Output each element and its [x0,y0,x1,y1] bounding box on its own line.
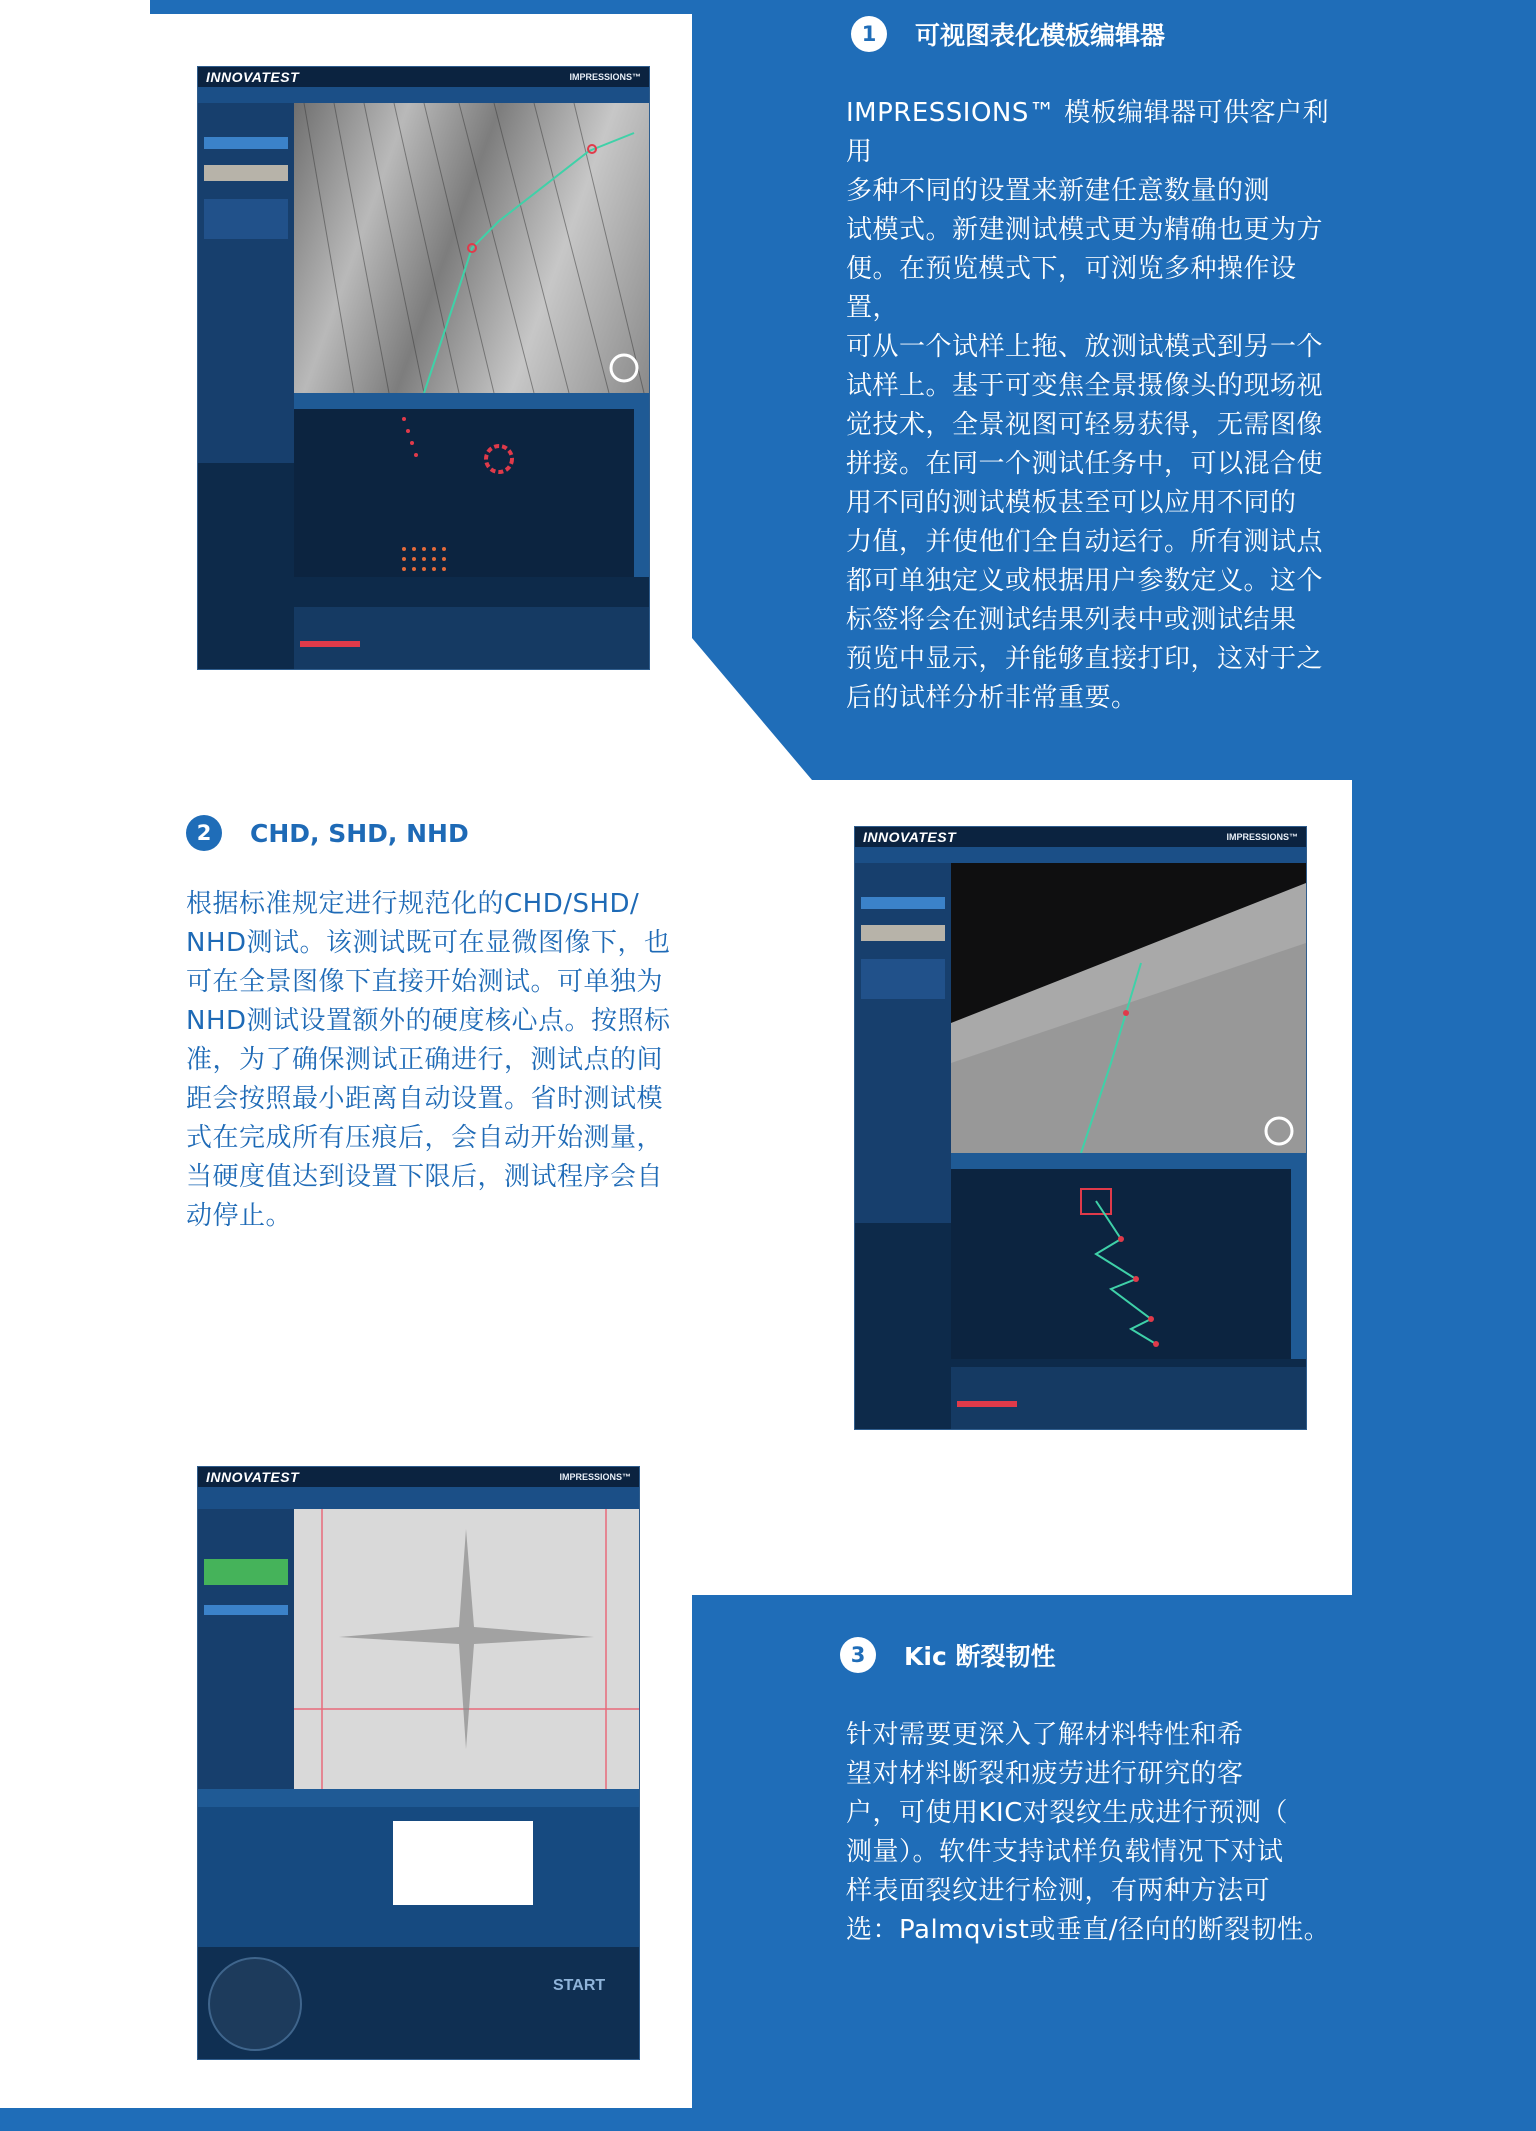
software-screenshot-kic [197,1466,640,2060]
screenshot-toolbar [951,1153,1306,1169]
brand-logo: INNOVATEST [206,1469,300,1485]
body-line: 动停止。 [186,1201,293,1231]
body-line: 标签将会在测试结果列表中或测试结果 [846,605,1297,635]
body-line: NHD测试。该测试既可在显微图像下，也 [186,928,671,958]
screenshot-toolbar [294,393,649,409]
screenshot-tabs [855,847,1306,864]
joystick-panel [198,1947,639,2059]
body-line: 可从一个试样上拖、放测试模式到另一个 [846,332,1324,362]
body-line: 拼接。在同一个测试任务中，可以混合使 [846,449,1324,479]
body-line: 用不同的测试模板甚至可以应用不同的 [846,488,1297,518]
body-line: IMPRESSIONS™ 模板编辑器可供客户利用 [846,98,1330,167]
screenshot-controls [951,1367,1306,1429]
screenshot-tabs [198,1487,639,1510]
pattern-preview [294,409,634,577]
body-line: 样表面裂纹进行检测，有两种方法可 [846,1876,1271,1906]
body-line: 多种不同的设置来新建任意数量的测 [846,176,1271,206]
screenshot-titlebar [855,827,1306,847]
body-line: 当硬度值达到设置下限后，测试程序会自 [186,1162,664,1192]
screenshot-titlebar [198,67,649,87]
body-line: 户，可使用KIC对裂纹生成进行预测（ [846,1798,1288,1828]
screenshot-sidebar [855,863,951,1223]
software-screenshot-template-editor [197,66,650,670]
body-line: 望对材料断裂和疲劳进行研究的客 [846,1759,1244,1789]
body-line: 都可单独定义或根据用户参数定义。这个 [846,566,1324,596]
section-1-body [846,94,1346,718]
pattern-preview [951,1169,1291,1359]
brand-logo: INNOVATEST [206,69,300,85]
screenshot-sidebar [198,1509,294,1829]
section-1-title: 可视图表化模板编辑器 [915,21,1166,50]
microscope-image [951,863,1306,1153]
body-line: 力值，并使他们全自动运行。所有测试点 [846,527,1324,557]
body-line: 可在全景图像下直接开始测试。可单独为 [186,967,664,997]
body-line: 觉技术，全景视图可轻易获得，无需图像 [846,410,1324,440]
start-label: START [553,1977,606,1994]
screenshot-titlebar [198,1467,639,1487]
product-name: IMPRESSIONS™ [559,1472,631,1482]
body-line: 试样上。基于可变焦全景摄像头的现场视 [846,371,1324,401]
product-name: IMPRESSIONS™ [569,72,641,82]
screenshot-right-rail [634,409,649,577]
screenshot-sidebar [198,103,294,463]
body-line: 准，为了确保测试正确进行，测试点的间 [186,1045,664,1075]
screenshot-controls [294,607,649,669]
body-line: 距会按照最小距离自动设置。省时测试模 [186,1084,664,1114]
indentation-path [294,103,649,393]
microscope-image [294,103,649,393]
section-3-header [840,1637,1055,1673]
body-line: 选：Palmqvist或垂直/径向的断裂韧性。 [846,1915,1331,1945]
section-3-title: Kic 断裂韧性 [904,1642,1056,1671]
screenshot-tabs [198,87,649,104]
body-line: 试模式。新建测试模式更为精确也更为方 [846,215,1324,245]
indentation-image [294,1509,639,1789]
results-table [198,1807,639,1947]
body-line: NHD测试设置额外的硬度核心点。按照标 [186,1006,671,1036]
body-line: 便。在预览模式下，可浏览多种操作设置， [846,254,1297,323]
brand-logo: INNOVATEST [863,829,957,845]
section-1-header [851,16,1165,52]
body-line: 测量）。软件支持试样负载情况下对试 [846,1837,1284,1867]
screenshot-right-rail [1291,1169,1306,1359]
body-line: 预览中显示，并能够直接打印，这对于之 [846,644,1324,674]
section-3-body [846,1716,1346,1950]
body-line: 针对需要更深入了解材料特性和希 [846,1720,1244,1750]
section-3-number: 3 [840,1637,876,1673]
screenshot-toolbar [198,1789,639,1807]
section-2-body [186,885,686,1236]
section-2-number: 2 [186,815,222,851]
body-line: 式在完成所有压痕后，会自动开始测量， [186,1123,664,1153]
section-2-header [186,815,469,851]
software-screenshot-chd [854,826,1307,1430]
body-line: 根据标准规定进行规范化的CHD/SHD/ [186,889,640,919]
section-1-number: 1 [851,16,887,52]
body-line: 后的试样分析非常重要。 [846,683,1138,713]
product-name: IMPRESSIONS™ [1226,832,1298,842]
section-2-title: CHD, SHD, NHD [250,818,469,848]
